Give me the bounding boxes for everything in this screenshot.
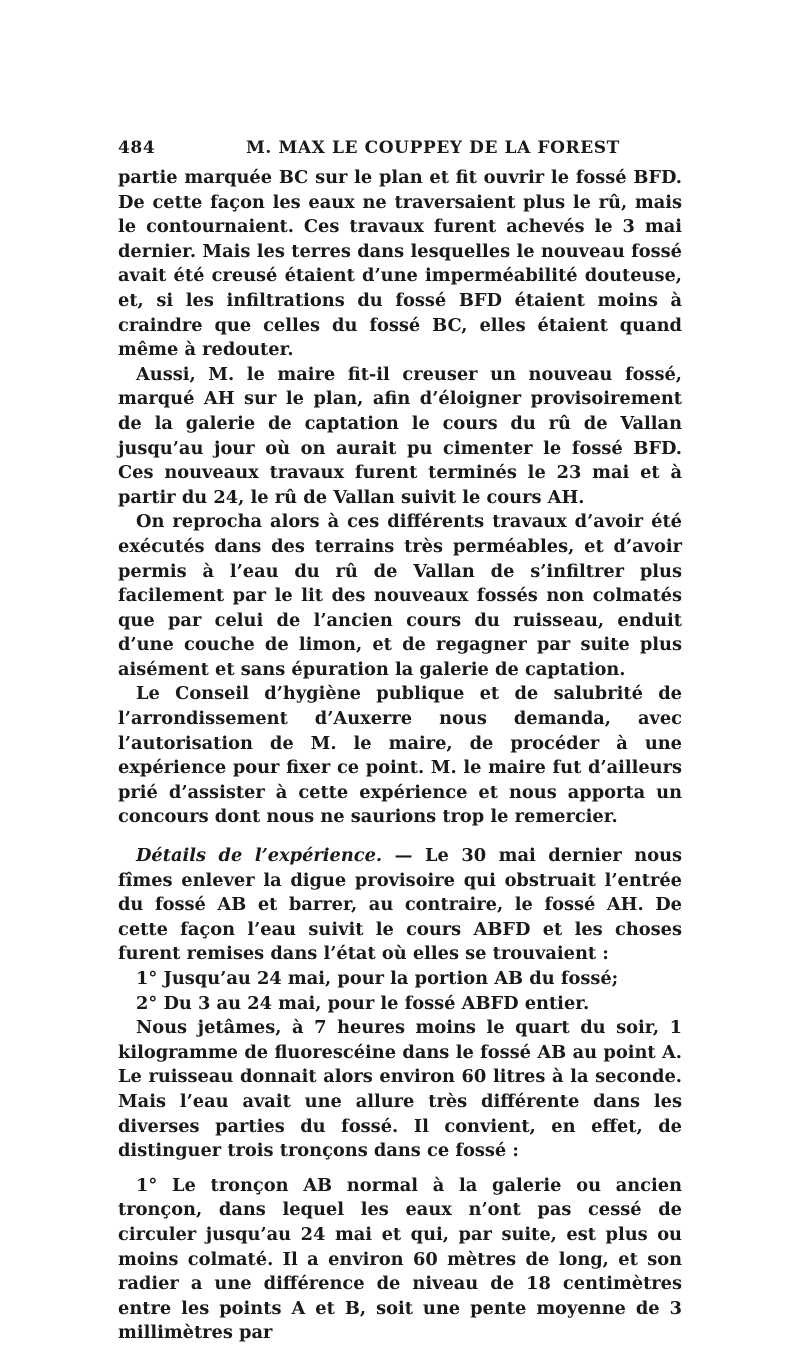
paragraph: 1° Le tronçon AB normal à la galerie ou ancien tronçon, dans lequel les eaux n’ont pas cessé de circuler jusqu’au 24 mai et qui, par suite, est plus ou moins colmaté. Il a environ 60 mètres de long, et son radier a une différence de niveau de 18 centimètres entre les points A et B, soit une pente moyenne de 3 millimètres par [118,1174,682,1344]
running-title: M. MAX LE COUPPEY DE LA FOREST [246,138,620,158]
body-text [118,166,682,1346]
paragraph: Aussi, M. le maire fit-il creuser un nouveau fossé, marqué AH sur le plan, afin d’éloigner provisoirement de la galerie de captation le cours du rû de Vallan jusqu’au jour où on aurait pu cimenter le fossé BFD. Ces nouveaux travaux furent terminés le 23 mai et à partir du 24, le rû de Vallan suivit le cours AH. [118,363,682,508]
paragraph: Nous jetâmes, à 7 heures moins le quart du soir, 1 kilogramme de fluorescéine dans le fossé AB au point A. Le ruisseau donnait alors environ 60 litres à la seconde. Mais l’eau avait une allure très différente dans les diverses parties du fossé. Il convient, en effet, de distinguer trois tronçons dans ce fossé : [118,1017,682,1162]
paragraph-continuation: partie marquée BC sur le plan et fit ouvrir le fossé BFD. De cette façon les eaux ne traversaient plus le rû, mais le contournaient. Ces travaux furent achevés le 3 mai dernier. Mais les terres dans lesquelles le nouveau fossé avait été creusé étaient d’une imperméabilité douteuse, et, si les infiltrations du fossé BFD étaient moins à craindre que celles du fossé BC, elles étaient quand même à redouter. [118,167,682,361]
paragraph: Le Conseil d’hygiène publique et de salubrité de l’arrondissement d’Auxerre nous demanda, avec l’autorisation de M. le maire, de procéder à une expérience pour fixer ce point. M. le maire fut d’ailleurs prié d’assister à cette expérience et nous apporta un concours dont nous ne saurions trop le remercier. [118,683,682,828]
list-item: 2° Du 3 au 24 mai, pour le fossé ABFD entier. [136,992,590,1014]
page-header [118,138,682,166]
paragraph: On reprocha alors à ces différents travaux d’avoir été exécutés dans des terrains très perméables, et d’avoir permis à l’eau du rû de Vallan de s’infiltrer plus facilement par le lit des nouveaux fossés non colmatés que par celui de l’ancien cours du ruisseau, enduit d’une couche de limon, et de regagner par suite plus aisément et sans épuration la galerie de captation. [118,511,682,680]
details-paragraph [118,844,682,967]
book-page [118,138,682,1346]
details-text: — Le 30 mai dernier nous fîmes enlever la digue provisoire qui obstruait l’entrée du fossé AB et barrer, au contraire, le fossé AH. De cette façon l’eau suivit le cours ABFD et les choses furent remises dans l’état où elles se trouvaient : [118,845,683,965]
page-number: 484 [118,138,156,158]
list-item: 1° Jusqu’au 24 mai, pour la portion AB du fossé; [136,968,619,989]
section-heading: Détails de l’expérience. [136,845,383,867]
